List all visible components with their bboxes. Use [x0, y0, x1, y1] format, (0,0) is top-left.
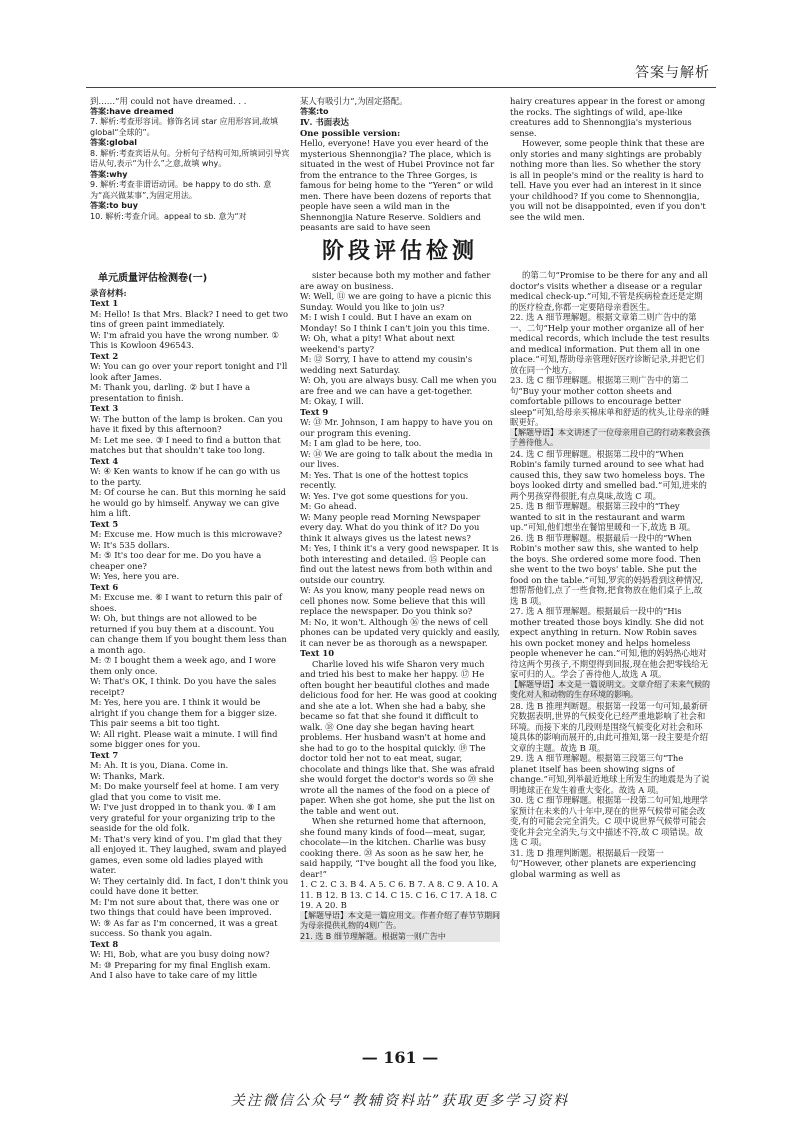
text-heading: Text 7: [90, 749, 119, 760]
listening-transcript-column-2: [300, 270, 500, 1040]
text-line: M: Hello! Is that Mrs. Black? I need to get two tins of green paint immediately.: [90, 308, 289, 329]
text-line: When she returned home that afternoon, she found many kinds of food—meat, sugar, chocolate—in the kitchen. Charlie was busy cooking there. ⑳ As soon as he saw her, he said happily, “I've bought all the food you like, dear!”: [300, 816, 497, 879]
top-mid-line: 某人有吸引力”,为固定搭配。: [300, 96, 408, 106]
top-left-line: 答案:to buy: [90, 201, 138, 210]
text-line: W: I'm afraid you have the wrong number. ① This is Kowloon 496543.: [90, 329, 279, 350]
top-left-line: 答案:why: [90, 169, 128, 179]
text-line: W: Thanks, Mark.: [90, 770, 165, 781]
text-line: M: Yes, I think it's a very good newspaper. It is both interesting and detailed. ⑮ People can find out the latest news from both within and outside our country.: [300, 543, 499, 585]
text-line: W: It's 535 dollars.: [90, 539, 170, 550]
header-title: 答案与解析: [635, 65, 710, 81]
text-line: M: Thank you, darling. ② but I have a presentation to finish.: [90, 382, 251, 403]
text-line: W: Hi, Bob, what are you busy doing now?: [90, 949, 270, 959]
top-right-column: [510, 96, 710, 231]
text-line: W: Well, ⑪ we are going to have a picnic this Sunday. Would you like to join us?: [300, 291, 492, 312]
top-mid-line: Hello, everyone! Have you ever heard of the mysterious Shennongjia? The place, which is situated in the west of Hubei Province not far from the entrance to the Three Gorges, is famous for being home to the “Yeren” or wild men. There have been dozens of reports that people have seen a wild man in the Shennongjia Nature Reserve. Soldiers and peasants are said to have seen: [300, 138, 495, 231]
text-line: M: ⑩ Preparing for my final English exam. And I also have to take care of my little: [90, 959, 271, 980]
text-line: W: You can go over your report tonight and I'll look after James.: [90, 361, 288, 382]
text-line: 28. 选 B 推理判断题。根据第一段第一句可知,最新研究数据表明,世界的气候变化已经严重地影响了社会和环境。而接下来的几段则是围绕气候变化对社会和环境具体的影响而展开的,由此可推知,第一段主要是介绍文章的主题。故选 B 项。: [510, 700, 708, 753]
header-divider: [86, 87, 716, 88]
text-line: M: Excuse me. How much is this microwave?: [90, 529, 283, 539]
text-line: M: Yes, here you are. I think it would be alright if you change them for a bigger size. This pair seems a bit too tight.: [90, 697, 278, 728]
text-line: M: Ah. It is you, Diana. Come in.: [90, 760, 229, 770]
unit-test-subtitle: 单元质量评估检测卷(一): [98, 273, 208, 284]
text-line: W: Yes, here you are.: [90, 571, 180, 581]
top-left-line: 8. 解析:考查宾语从句。分析句子结构可知,所填词引导宾语从句,表示“为什么”之意,故填 why。: [90, 148, 290, 168]
text-line: M: I am glad to be here, too.: [300, 438, 422, 448]
text-line: M: ⑫ Sorry, I have to attend my cousin's wedding next Saturday.: [300, 354, 473, 375]
text-heading: Text 4: [90, 455, 119, 466]
text-line: 【解题导语】本文是一篇应用文。作者介绍了春节节期间为母亲提供礼物的4则广告。: [300, 910, 500, 930]
text-line: W: Oh, you are always busy. Call me when you are free and we can have a get-together.: [300, 375, 497, 396]
text-line: 【解题导语】本文是一篇说明文。文章介绍了未来气候的变化对人和动物的生存环境的影响。: [510, 679, 710, 699]
text-line: M: Go ahead.: [300, 501, 357, 511]
top-mid-line: 答案:to: [300, 106, 329, 116]
text-line: W: ④ Ken wants to know if he can go with us to the party.: [90, 466, 281, 487]
text-line: 27. 选 A 细节理解题。根据最后一段中的“His mother treated those boys kindly. She did not expect anything in return. Now Robin saves his own pocket money and helps homeless people whenever he can.”可知,他的妈妈热心地对待这两个男孩子,不期望得到回报,现在他会把零钱给无家可归的人。学会了善待他人,故选 A 项。: [510, 606, 708, 679]
top-left-line: 答案:have dreamed: [90, 106, 174, 116]
text-heading: Text 10: [300, 648, 335, 658]
text-line: M: ⑤ It's too dear for me. Do you have a cheaper one?: [90, 550, 262, 571]
top-left-line: 到……”用 could not have dreamed. . .: [90, 96, 247, 106]
text-line: 22. 选 A 细节理解题。根据文章第二则广告中的第一、二句“Help your mother organize all of her medical records, which include the test results and medical information. Put them all in one place.”可知,帮助母亲管理好医疗诊断记录,并把它们放在同一个地方。: [510, 312, 710, 375]
text-line: Charlie loved his wife Sharon very much and tried his best to make her happy. ⑰ He often bought her beautiful clothes and made delicious food for her. He was good at cooking and she ate a lot. When she had a baby, she became so fat that she found it difficult to walk. ⑱ One day she began having heart problems. Her husband wasn't at home and she had to go to the hospital quickly. ⑲ The doctor told her not to eat meat, sugar, chocolate and things like that. She was afraid she would forget the doctor's words so ⑳ she wrote all the names of the food on a piece of paper. When she got home, she put the list on the table and went out.: [300, 658, 498, 816]
text-heading: Text 8: [90, 938, 119, 949]
text-heading: Text 6: [90, 581, 119, 592]
top-left-line: 7. 解析:考查形容词。修饰名词 star 应用形容词,故填 global“全球的”。: [90, 117, 278, 137]
transcript-label: 录音材料:: [90, 287, 127, 298]
text-line: 29. 选 A 细节理解题。根据第三段第三句“The planet itself has been showing signs of change.”可知,列举最近地球上所发生的地震是为了说明地球正在发生着重大变化。故选 A 项。: [510, 753, 710, 795]
text-line: M: Of course he can. But this morning he said he would go by himself. Anyway we can give him a lift.: [90, 487, 286, 518]
text-line: M: ⑦ I bought them a week ago, and I wore them only once.: [90, 655, 276, 676]
top-left-line: 9. 解析:考查非谓语动词。be happy to do sth. 意为“高兴做某事”,为固定用法。: [90, 180, 272, 200]
text-heading: Text 1: [90, 298, 119, 308]
text-line: 25. 选 B 细节理解题。根据第三段中的“They wanted to sit in the restaurant and warm up.”可知,他们想坐在餐馆里暖和一下,故选 B 项。: [510, 501, 696, 532]
text-line: W: All right. Please wait a minute. I will find some bigger ones for you.: [90, 728, 278, 749]
text-line: 【解题导语】本文讲述了一位母亲用自己的行动来教会孩子善待他人。: [510, 427, 710, 447]
text-line: W: They certainly did. In fact, I don't think you could have done it better.: [90, 875, 289, 896]
text-line: W: Oh, but things are not allowed to be returned if you buy them at a discount. You can change them if you bought them less than a month ago.: [90, 613, 287, 655]
answer-explanations-column: [510, 270, 710, 1040]
text-line: 30. 选 C 细节理解题。根据第一段第二句可知,地理学家预计在未来的八十年中,现在的世界气候带可能会改变,有的可能会完全消失。C 项中说世界气候带可能会变化并会完全消失,与文中描述不符,故 C 项错误。故选 C 项。: [510, 795, 708, 847]
footer-promo: 关注微信公众号“教辅资料站”获取更多学习资料: [230, 1093, 570, 1109]
text-line: W: Many people read Morning Newspaper every day. What do you think of it? Do you think it always gives us the latest news?: [300, 511, 481, 543]
top-mid-line: Ⅳ. 书面表达: [300, 117, 349, 127]
text-line: 31. 选 D 推理判断题。根据最后一段第一句“However, other planets are experiencing global warming as well as: [510, 847, 697, 879]
text-line: W: I've just dropped in to thank you. ⑧ I am very grateful for your organizing trip to the seaside for the old folk.: [90, 802, 277, 833]
top-right-line: hairy creatures appear in the forest or among the rocks. The sightings of wild, ape-like creatures add to Shennongjia's mysterious sense.: [510, 96, 706, 138]
text-line: sister because both my mother and father are away on business.: [300, 270, 491, 291]
text-heading: Text 9: [300, 406, 329, 417]
text-line: 1. C 2. C 3. B 4. A 5. C 6. B 7. A 8. C 9. A 10. A 11. B 12. B 13. C 14. C 15. C 16. C 17. A 18. C 19. A 20. B: [300, 879, 498, 910]
text-line: M: I'm not sure about that, there was one or two things that could have been improved.: [90, 896, 279, 917]
text-line: W: That's OK, I think. Do you have the sales receipt?: [90, 676, 277, 697]
top-left-line: 答案:global: [90, 138, 138, 147]
text-line: M: Let me see. ③ I need to find a button that matches but that shouldn't take too long.: [90, 434, 281, 455]
listening-transcript-column-1: [90, 270, 290, 1040]
text-line: M: I wish I could. But I have an exam on Monday! So I think I can't join you this time.: [300, 312, 490, 333]
text-line: 23. 选 C 细节理解题。根据第三则广告中的第二句“Buy your mother cotton sheets and comfortable pillows to encourage better sleep”可知,给母亲买棉床单和舒适的枕头,让母亲的睡眠更好。: [510, 375, 710, 427]
text-line: M: Do make yourself feel at home. I am very glad that you come to visit me.: [90, 781, 279, 802]
text-heading: Text 3: [90, 403, 119, 413]
text-heading: Text 2: [90, 350, 119, 361]
text-line: M: No, it won't. Although ⑯ the news of cell phones can be updated very quickly and easily, it can never be as thorough as a newspaper.: [300, 616, 500, 648]
text-line: M: Excuse me. ⑥ I want to return this pair of shoes.: [90, 592, 282, 613]
text-line: W: Yes. I've got some questions for you.: [300, 490, 469, 501]
text-line: M: Okay, I will.: [300, 396, 364, 406]
top-left-line: 10. 解析:考查介词。appeal to sb. 意为“对: [90, 211, 247, 221]
page-number: — 161 —: [361, 1048, 439, 1067]
text-line: M: That's very kind of you. I'm glad that they all enjoyed it. They laughed, swam and played games, even some old ladies played with water.: [90, 833, 287, 875]
text-line: W: ⑬ Mr. Johnson, I am happy to have you on our program this evening.: [300, 417, 493, 438]
text-line: 26. 选 B 细节理解题。根据最后一段中的“When Robin's mother saw this, she wanted to help the boys. She ordered some more food. Then she went to the two boys' table. She put the food on the table.”可知,罗宾的妈妈看到这种情况,想帮帮他们,点了一些食物,把食物放在他们桌子上,故选 B 项。: [510, 532, 704, 606]
top-mid-line: One possible version:: [300, 127, 401, 138]
text-line: W: ⑨ As far as I'm concerned, it was a great success. So thank you again.: [90, 917, 278, 938]
top-right-line: However, some people think that these are only stories and many sightings are probably nothing more than lies. So whether the story is all in people's mind or the reality is hard to tell. Have you ever had an interest in it since your childhood? If you come to Shennongjia, you will not be disappointed, even if you don't see the wild men.: [510, 138, 706, 222]
text-line: 24. 选 C 细节理解题。根据第二段中的“When Robin's family turned around to see what had caused this, they saw two homeless boys. The boys looked dirty and smelled bad.”可知,进来的两个男孩穿得很脏,有点臭味,故选 C 项。: [510, 448, 707, 501]
text-line: W: Oh, what a pity! What about next weekend's party?: [300, 333, 455, 354]
text-line: W: As you know, many people read news on cell phones now. Some believe that this will replace the newspaper. Do you think so?: [300, 585, 486, 616]
top-middle-column: [300, 96, 500, 231]
top-left-column: [90, 96, 290, 231]
text-line: M: Yes. That is one of the hottest topics recently.: [300, 469, 469, 490]
text-line: 21. 选 B 细节理解题。根据第一则广告中: [300, 932, 500, 943]
text-line: W: ⑭ We are going to talk about the media in our lives.: [300, 448, 493, 469]
section-title: 阶段评估检测: [321, 239, 478, 264]
text-heading: Text 5: [90, 518, 119, 529]
text-line: 的第二句“Promise to be there for any and all doctor's visits whether a disease or a regular medical check-up.”可知,不管是疾病检查还是定期的医疗检查,你都一定要陪母亲看医生。: [510, 270, 708, 312]
text-line: W: The button of the lamp is broken. Can you have it fixed by this afternoon?: [90, 413, 283, 434]
